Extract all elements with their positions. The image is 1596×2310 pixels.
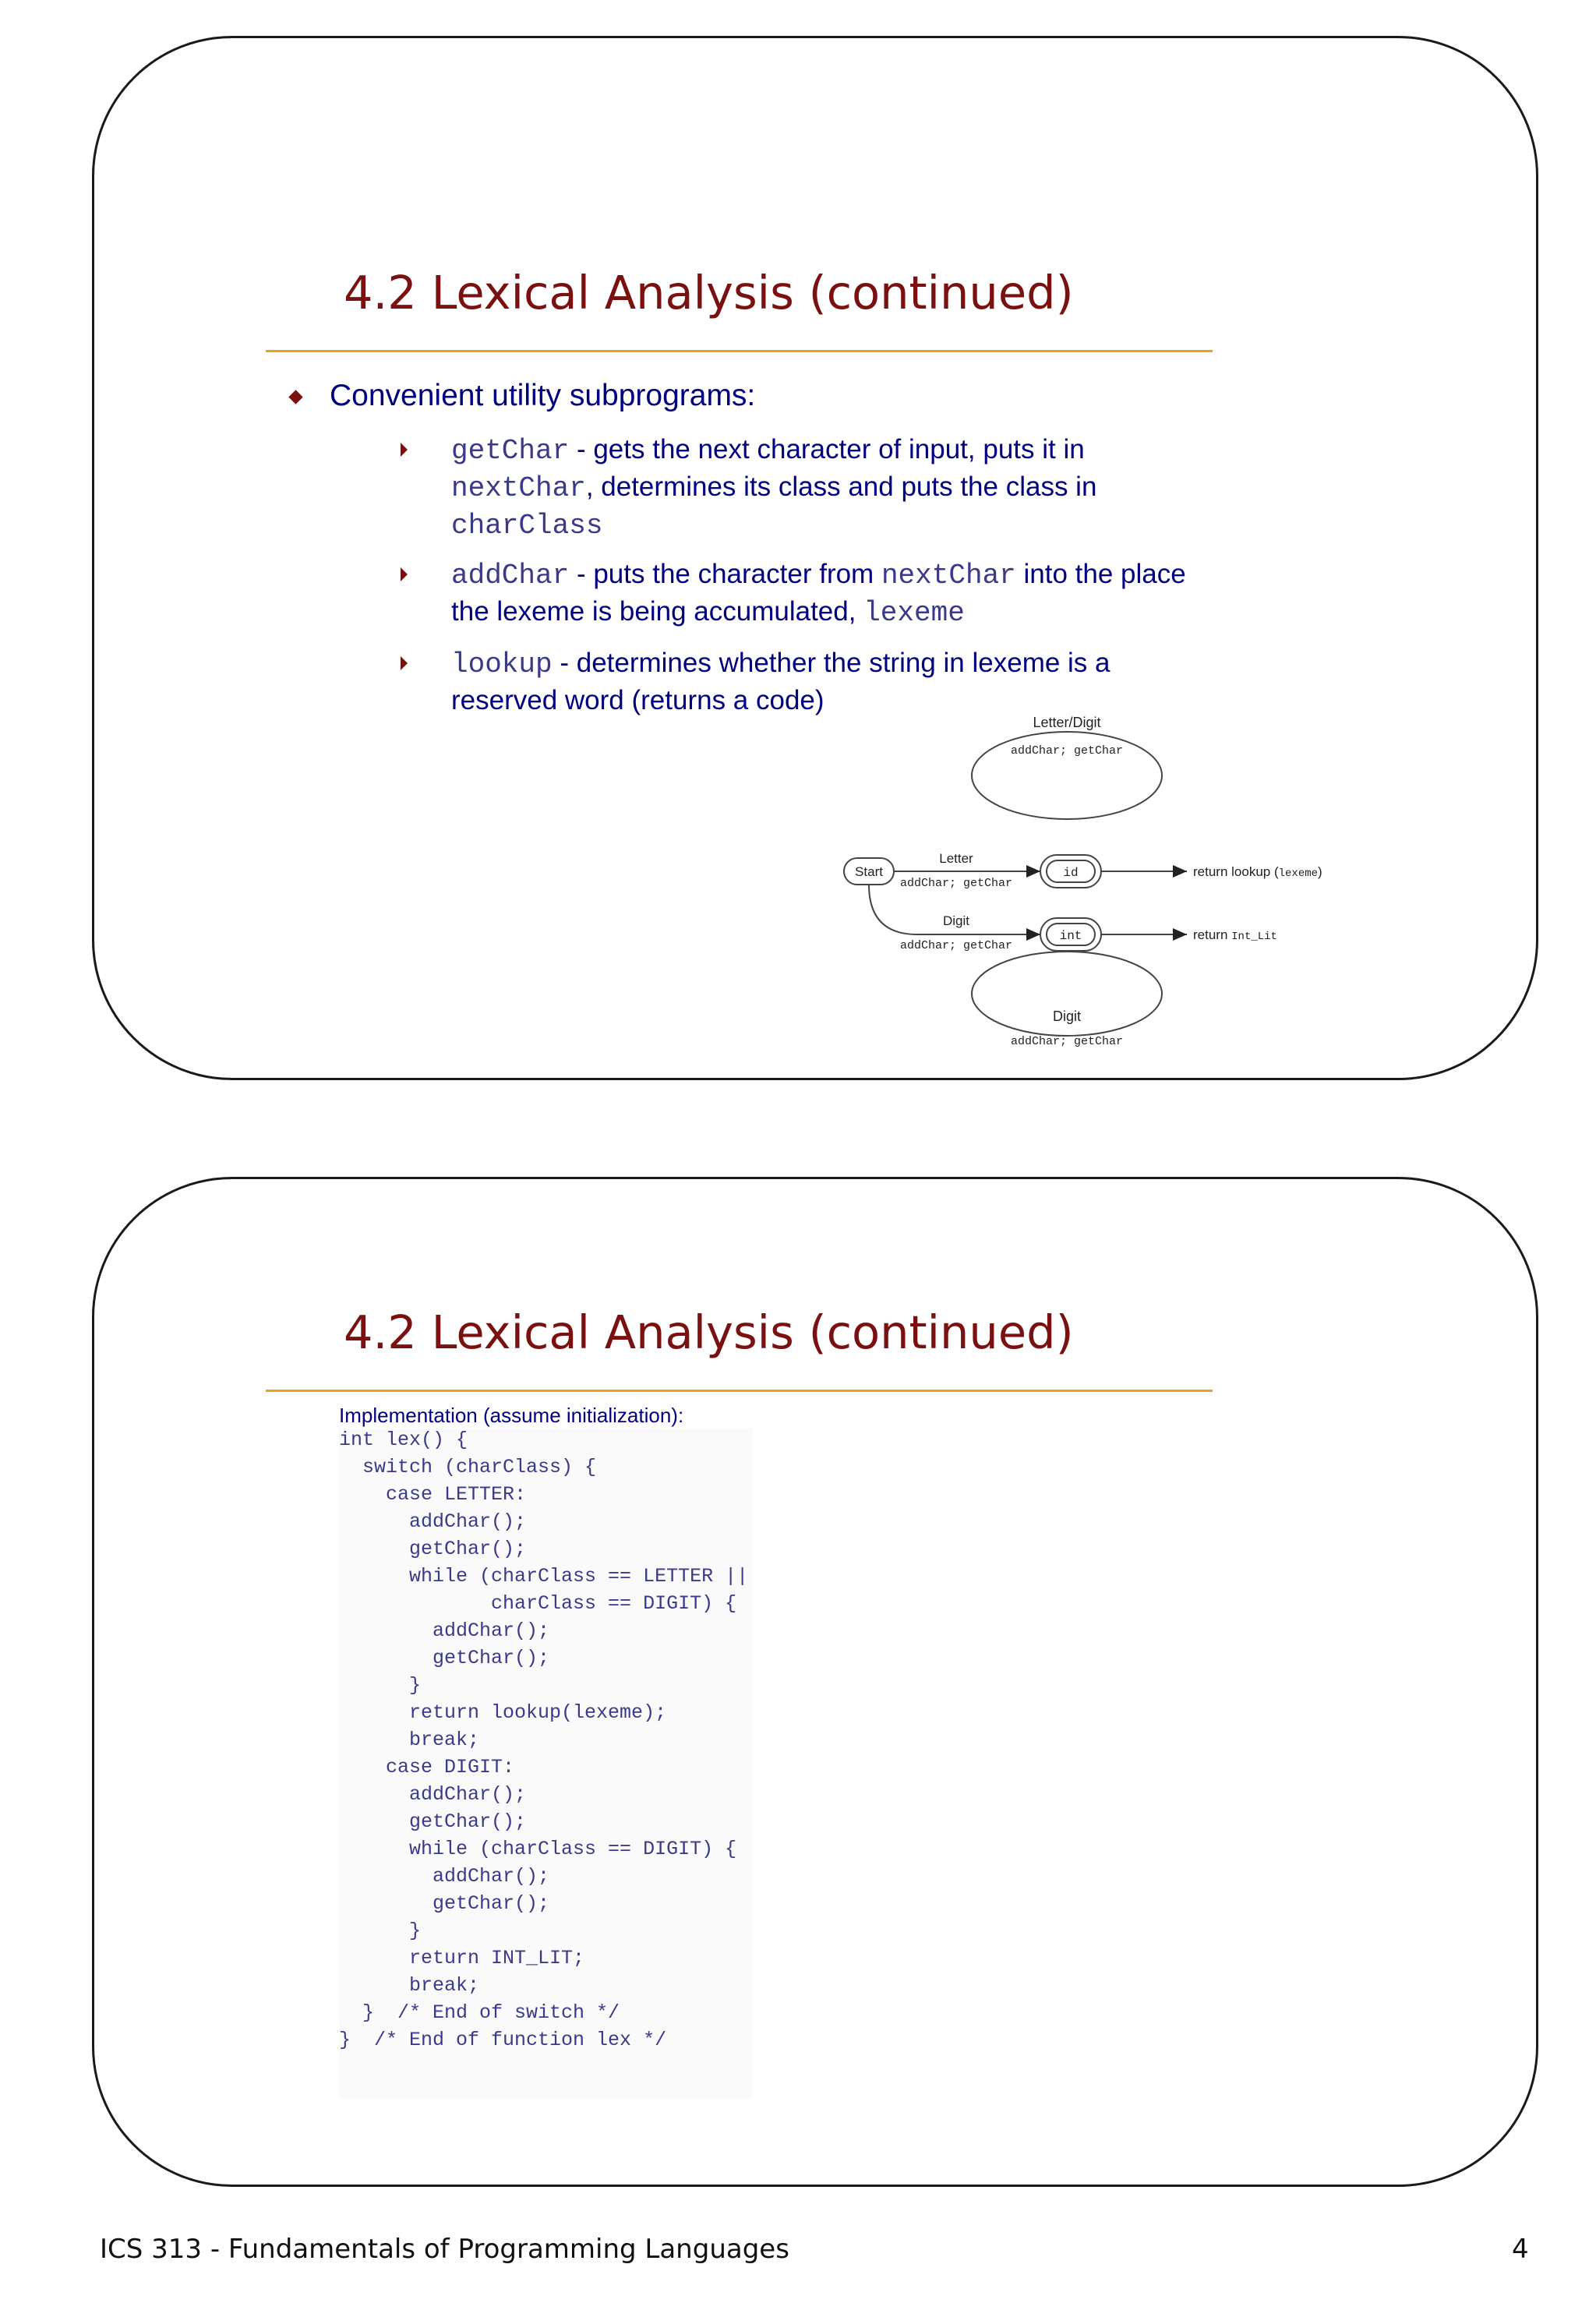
state-diagram (754, 712, 1361, 1047)
description-text: reserved word (returns a code) (451, 685, 824, 715)
footer-course: ICS 313 - Fundamentals of Programming Languages (100, 2234, 789, 2265)
sub-item-lookup (451, 645, 1308, 719)
triangle-bullet-icon (401, 443, 408, 457)
sub-item-getchar (451, 432, 1308, 544)
code-line: while (charClass == DIGIT) { (339, 1838, 737, 1860)
slide-1 (92, 36, 1538, 1080)
title-rule (266, 350, 1213, 352)
int-state-label: int (1059, 929, 1082, 943)
code-line: } (339, 1920, 422, 1942)
code-line: addChar(); (339, 1865, 550, 1888)
description-text: the lexeme is being accumulated, (451, 596, 864, 627)
footer-page-number: 4 (1512, 2234, 1529, 2265)
code-line: addChar(); (339, 1510, 527, 1533)
loop-top-action: addChar; getChar (1010, 744, 1124, 758)
code-term: lookup (451, 648, 553, 680)
code-term: getChar (451, 435, 570, 467)
code-line: } /* End of switch */ (339, 2001, 620, 2024)
code-line: case LETTER: (339, 1483, 527, 1506)
description-text: - gets the next character of input, puts it in (569, 434, 1085, 464)
code-line: while (charClass == LETTER || (339, 1565, 749, 1588)
code-line: return lookup(lexeme); (339, 1701, 667, 1724)
slide-2 (92, 1177, 1538, 2187)
code-line: int lex() { (339, 1429, 468, 1451)
triangle-bullet-icon (401, 656, 408, 670)
code-line: case DIGIT: (339, 1756, 515, 1778)
bullet-text: Convenient utility subprograms: (330, 379, 756, 412)
title-rule (266, 1390, 1213, 1392)
code-line: charClass == DIGIT) { (339, 1592, 737, 1615)
code-term: nextChar (451, 472, 586, 504)
code-line: } (339, 1674, 422, 1697)
start-label: Start (855, 864, 883, 879)
implementation-label: Implementation (assume initialization): (339, 1404, 684, 1427)
code-line: } /* End of function lex */ (339, 2029, 667, 2051)
code-line: getChar(); (339, 1892, 550, 1915)
loop-top-label: Letter/Digit (1033, 715, 1101, 730)
code-line: addChar(); (339, 1619, 550, 1642)
id-return-label: return lookup (lexeme) (1193, 864, 1322, 880)
triangle-bullet-icon (401, 567, 408, 581)
description-text: - determines whether the string in lexeme is a (552, 648, 1110, 678)
description-text: into the place (1015, 559, 1186, 589)
slide-1-title: 4.2 Lexical Analysis (continued) (344, 266, 1074, 320)
loop-bottom-action: addChar; getChar (1010, 1035, 1124, 1047)
code-line: break; (339, 1974, 480, 1997)
sub-item-addchar (451, 556, 1308, 631)
loop-bottom-label: Digit (1052, 1008, 1082, 1024)
code-line: addChar(); (339, 1783, 527, 1806)
description-text: - puts the character from (569, 559, 881, 589)
id-state-label: id (1063, 866, 1079, 880)
code-line: switch (charClass) { (339, 1456, 597, 1478)
letter-action: addChar; getChar (899, 877, 1013, 890)
code-term: nextChar (881, 560, 1016, 592)
digit-action: addChar; getChar (899, 939, 1013, 952)
diamond-bullet-icon (288, 390, 302, 404)
code-term: addChar (451, 560, 570, 592)
bullet-utility-subprograms (330, 379, 755, 413)
code-line: getChar(); (339, 1647, 550, 1669)
code-line: getChar(); (339, 1538, 527, 1560)
slide-2-title: 4.2 Lexical Analysis (continued) (344, 1305, 1074, 1359)
code-line: break; (339, 1729, 480, 1751)
letter-label: Letter (939, 851, 973, 866)
code-term: lexeme (863, 597, 965, 629)
code-block (339, 1429, 752, 2099)
code-line: getChar(); (339, 1810, 527, 1833)
int-return-label: return Int_Lit (1193, 927, 1277, 943)
code-term: charClass (451, 510, 603, 542)
code-line: return INT_LIT; (339, 1947, 585, 1969)
digit-label: Digit (942, 913, 970, 928)
description-text: , determines its class and puts the class in (585, 472, 1097, 502)
